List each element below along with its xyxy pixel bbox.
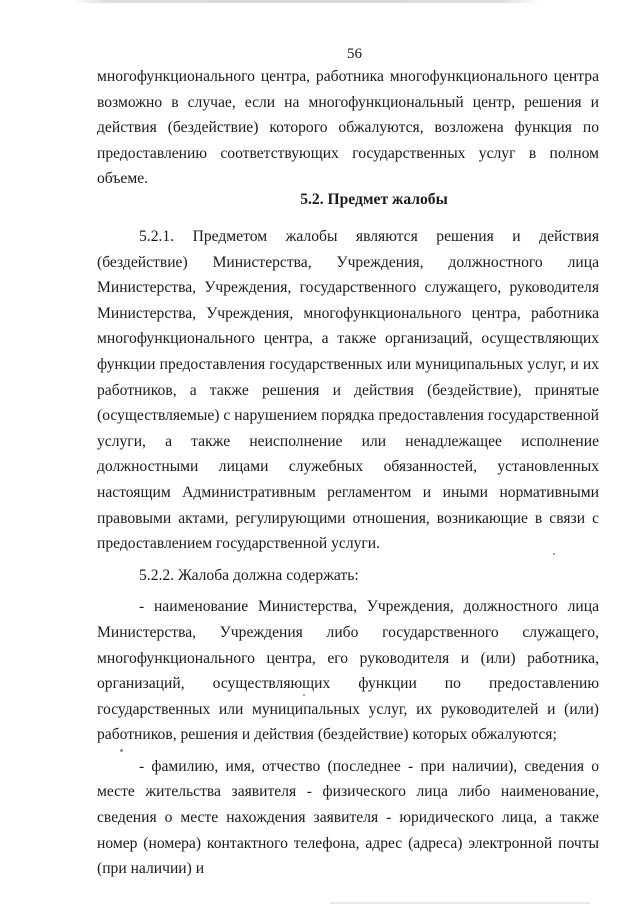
page-number: 56 <box>347 46 362 62</box>
paragraph-continuation: многофункционального центра, работника многофункционального центра возможно в случае, если на многофункциональный центр, решения и действия (бездействие) которого обжалуются, возложена функция по предоставлению соответствующих государственных услуг в полном объеме. <box>97 68 599 188</box>
text-block-main <box>97 224 599 882</box>
list-item-name: - наименование Министерства, Учреждения, должностного лица Министерства, Учреждения либо государственного служащего, многофункционального центра, его руководителя и (или) работника, организаций, осуществляющих функции по предоставлению государственных или муниципальных услуг, их руководителей и (или) работников, решения и действия (бездействие) которых обжалуются; <box>97 598 599 744</box>
paragraph-5-2-2: 5.2.2. Жалоба должна содержать: <box>139 566 359 584</box>
text-block-top <box>97 64 599 192</box>
scan-edge-top <box>70 0 540 3</box>
scan-speck <box>553 553 555 555</box>
section-title: 5.2. Предмет жалобы <box>300 191 448 208</box>
paragraph-5-2-1: 5.2.1. Предметом жалобы являются решения и действия (бездействие) Министерства, Учреждения, должностного лица Министерства, Учреждения, государственного служащего, руководителя Министерства, Учреждения, многофункционального центра, работника многофункционального центра, а также организаций, осуществляющих функции предоставления государственных или муниципальных услуг, и их работников, а также решения и действия (бездействие), принятые (осуществляемые) с нарушением порядка предоставления государственной услуги, а также неисполнение или ненадлежащее исполнение должностными лицами служебных обязанностей, установленных настоящим Административным регламентом и иными нормативными правовыми актами, регулирующими отношения, возникающие в связи с предоставлением государственной услуги. <box>97 228 599 553</box>
scan-speck <box>303 694 305 696</box>
scan-speck <box>120 749 123 752</box>
list-item-fio: - фамилию, имя, отчество (последнее - при наличии), сведения о месте жительства заявителя - физического лица либо наименование, сведения о месте нахождения заявителя - юридического лица, а также номер (номера) контактного телефона, адрес (адреса) электронной почты (при наличии) и <box>97 757 599 878</box>
